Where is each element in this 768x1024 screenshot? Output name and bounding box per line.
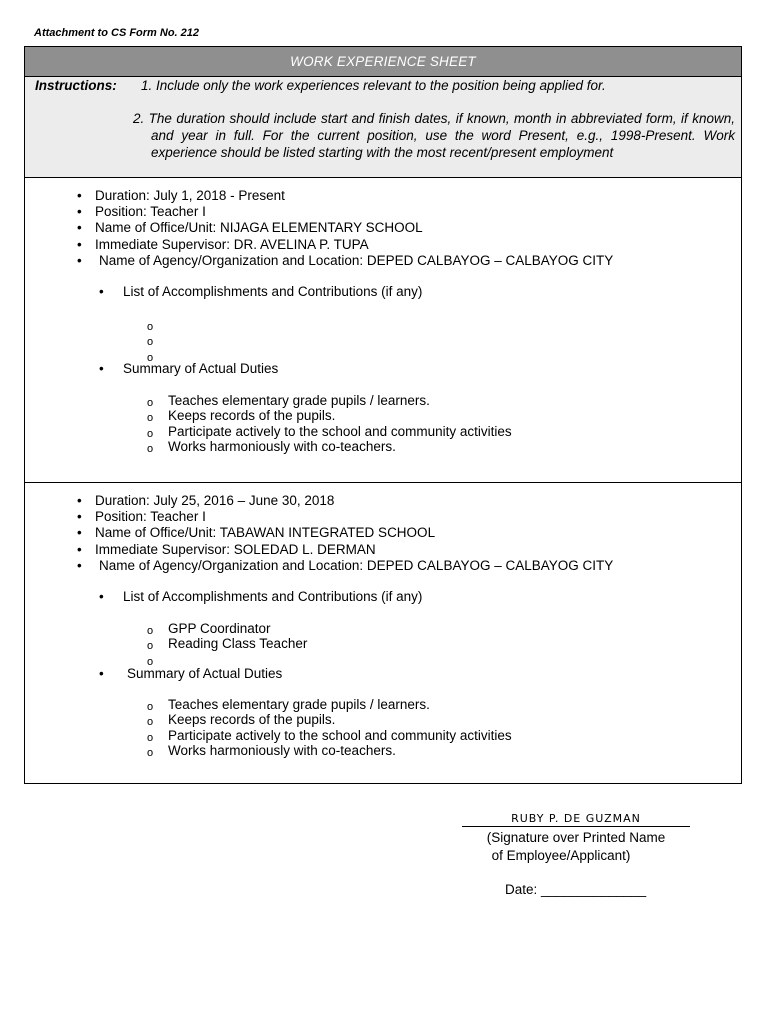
- bullet-icon: •: [99, 284, 104, 299]
- list-item: [147, 652, 307, 667]
- accomplishments-list: [147, 621, 307, 667]
- list-item: o Keeps records of the pupils.: [147, 712, 336, 729]
- bullet-icon: •: [99, 589, 104, 604]
- entry-position: • Position: Teacher I: [77, 509, 206, 525]
- list-item: o Works harmoniously with co-teachers.: [147, 742, 396, 759]
- duties-list: [147, 697, 512, 758]
- duties-heading: • Summary of Actual Duties: [99, 361, 279, 376]
- bullet-icon: •: [99, 361, 104, 376]
- circle-bullet-icon: o: [147, 427, 154, 440]
- bullet-icon: •: [77, 204, 82, 220]
- work-experience-sheet: [24, 46, 742, 784]
- circle-bullet-icon: o: [147, 442, 154, 455]
- duties-heading: • Summary of Actual Duties: [99, 666, 283, 681]
- attachment-label: Attachment to CS Form No. 212: [34, 27, 200, 39]
- work-entry-2: [25, 483, 741, 785]
- list-item: o GPP Coordinator: [147, 621, 271, 637]
- bullet-icon: •: [77, 509, 82, 525]
- accomplishments-heading: • List of Accomplishments and Contributions (if any): [99, 284, 423, 299]
- accomplishments-heading: • List of Accomplishments and Contributions (if any): [99, 589, 423, 604]
- list-item: o Participate actively to the school and community activities: [147, 423, 512, 440]
- entry-agency: • Name of Agency/Organization and Location: DEPED CALBAYOG – CALBAYOG CITY: [77, 252, 614, 268]
- sheet-title: WORK EXPERIENCE SHEET: [25, 47, 741, 77]
- circle-bullet-icon: o: [147, 640, 154, 653]
- entry-office: • Name of Office/Unit: NIJAGA ELEMENTARY SCHOOL: [77, 220, 423, 236]
- instructions-label: Instructions:: [35, 78, 117, 93]
- bullet-icon: •: [77, 220, 82, 236]
- entry-details-list: [73, 188, 613, 269]
- circle-bullet-icon: o: [147, 412, 154, 425]
- bullet-icon: •: [77, 252, 82, 268]
- list-item: o Teaches elementary grade pupils / learners.: [147, 393, 430, 409]
- signature-caption: [462, 829, 690, 865]
- bullet-icon: •: [77, 525, 82, 541]
- instruction-item-2: 2. The duration should include start and finish dates, if known, month in abbreviated form, if known, and year in full. For the current position, use the word Present, e.g., 1998-Present. Work experience should be listed starting with the most recent/present employment: [133, 111, 735, 160]
- circle-bullet-icon: o: [147, 397, 154, 409]
- accomplishments-list: [147, 317, 168, 363]
- circle-bullet-icon: o: [147, 655, 154, 668]
- date-field: Date: ______________: [505, 882, 647, 897]
- signature-block: [462, 812, 690, 865]
- circle-bullet-icon: o: [147, 716, 154, 729]
- entry-agency: • Name of Agency/Organization and Location: DEPED CALBAYOG – CALBAYOG CITY: [77, 557, 614, 573]
- circle-bullet-icon: o: [147, 746, 154, 759]
- bullet-icon: •: [77, 493, 82, 508]
- list-item: o Teaches elementary grade pupils / learners.: [147, 697, 430, 713]
- entry-details-list: [73, 493, 613, 574]
- signature-caption-line-1: (Signature over Printed Name: [486, 830, 666, 845]
- signatory-name: RUBY P. DE GUZMAN: [462, 812, 690, 827]
- bullet-icon: •: [77, 236, 82, 252]
- circle-bullet-icon: o: [147, 701, 154, 713]
- circle-bullet-icon: o: [147, 336, 154, 349]
- list-item: o Participate actively to the school and community activities: [147, 727, 512, 744]
- circle-bullet-icon: o: [147, 625, 154, 637]
- circle-bullet-icon: o: [147, 351, 154, 364]
- list-item: [147, 332, 168, 347]
- circle-bullet-icon: o: [147, 731, 154, 744]
- entry-duration: • Duration: July 1, 2018 - Present: [77, 188, 285, 203]
- entry-duration: • Duration: July 25, 2016 – June 30, 2018: [77, 493, 335, 508]
- bullet-icon: •: [77, 541, 82, 557]
- work-entry-1: [25, 178, 741, 483]
- list-item: o Works harmoniously with co-teachers.: [147, 438, 396, 455]
- instruction-item-1: 1. Include only the work experiences relevant to the position being applied for.: [141, 78, 606, 93]
- entry-office: • Name of Office/Unit: TABAWAN INTEGRATED SCHOOL: [77, 525, 436, 541]
- entry-position: • Position: Teacher I: [77, 204, 206, 220]
- list-item: o Keeps records of the pupils.: [147, 408, 336, 425]
- signature-caption-line-2: of Employee/Applicant): [491, 848, 631, 863]
- instructions-panel: [25, 77, 741, 178]
- entry-supervisor: • Immediate Supervisor: DR. AVELINA P. TUPA: [77, 236, 369, 252]
- entry-supervisor: • Immediate Supervisor: SOLEDAD L. DERMAN: [77, 541, 376, 557]
- bullet-icon: •: [77, 188, 82, 203]
- bullet-icon: •: [99, 666, 104, 681]
- duties-list: [147, 393, 512, 454]
- list-item: [147, 317, 168, 332]
- bullet-icon: •: [77, 557, 82, 573]
- circle-bullet-icon: o: [147, 321, 154, 333]
- list-item: o Reading Class Teacher: [147, 636, 308, 653]
